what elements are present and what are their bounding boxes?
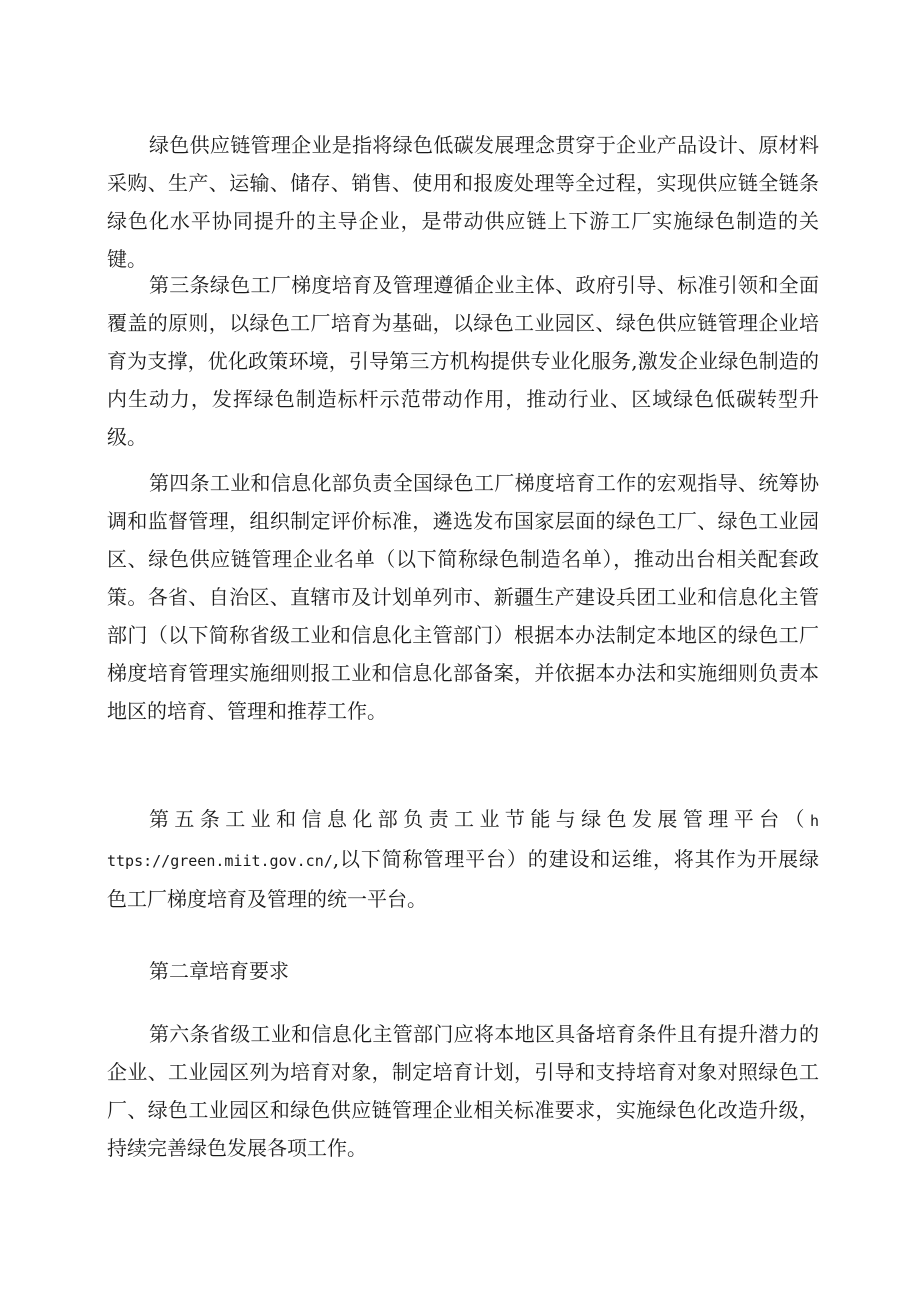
article-5-rest: ,以下简称管理平台）的建设和运维，将其作为开展绿色工厂梯度培育及管理的统一平台。	[107, 847, 819, 911]
paragraph-article-5	[107, 800, 819, 918]
paragraph-article-3: 第三条绿色工厂梯度培育及管理遵循企业主体、政府引导、标准引领和全面覆盖的原则，以绿色工厂培育为基础，以绿色工业园区、绿色供应链管理企业培育为支撑，优化政策环境，引导第三方机构提供专业化服务,激发企业绿色制造的内生动力，发挥绿色制造标杆示范带动作用，推动行业、区域绿色低碳转型升级。	[107, 273, 819, 449]
article-5-lead: 第五条工业和信息化部负责工业节能与绿色发展管理平台（	[149, 807, 810, 831]
platform-url: https://green.miit.gov.cn/	[107, 812, 819, 870]
paragraph-green-supply-chain: 绿色供应链管理企业是指将绿色低碳发展理念贯穿于企业产品设计、原材料采购、生产、运输、储存、销售、使用和报废处理等全过程，实现供应链全链条绿色化水平协同提升的主导企业，是带动供应链上下游工厂实施绿色制造的关键。	[107, 133, 819, 271]
chapter-heading: 第二章培育要求	[149, 959, 289, 983]
paragraph-article-6: 第六条省级工业和信息化主管部门应将本地区具备培育条件且有提升潜力的企业、工业园区列为培育对象，制定培育计划，引导和支持培育对象对照绿色工厂、绿色工业园区和绿色供应链管理企业相关标准要求，实施绿色化改造升级，持续完善绿色发展各项工作。	[107, 1022, 819, 1160]
paragraph-article-4: 第四条工业和信息化部负责全国绿色工厂梯度培育工作的宏观指导、统筹协调和监督管理，组织制定评价标准，遴选发布国家层面的绿色工厂、绿色工业园区、绿色供应链管理企业名单（以下简称绿色制造名单），推动出台相关配套政策。各省、自治区、直辖市及计划单列市、新疆生产建设兵团工业和信息化主管部门（以下简称省级工业和信息化主管部门）根据本办法制定本地区的绿色工厂梯度培育管理实施细则报工业和信息化部备案，并依据本办法和实施细则负责本地区的培育、管理和推荐工作。	[107, 471, 819, 723]
